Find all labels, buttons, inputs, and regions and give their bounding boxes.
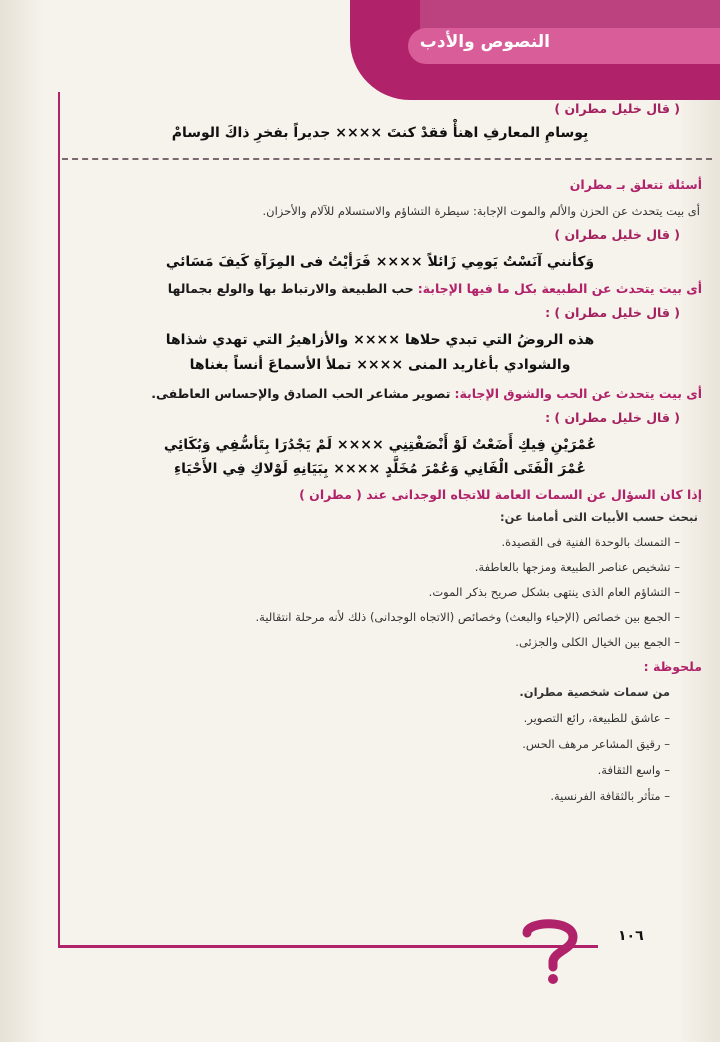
q2-line	[62, 280, 702, 298]
section-heading: أسئلة تتعلق بـ مطران	[569, 177, 702, 192]
feature-item: – تشخيص عناصر الطبيعة ومزجها بالعاطفة.	[474, 560, 680, 574]
feature-item: – التشاؤم العام الذى ينتهى بشكل صريح بذكر الموت.	[428, 585, 680, 599]
feature-item: – التمسك بالوحدة الفنية فى القصيدة.	[501, 535, 680, 549]
q2-question: أى بيت يتحدث عن الطبيعة بكل ما فيها الإجابة:	[417, 281, 702, 296]
q2-verse-1: هذه الروضُ التي تبدي حلاها ×××× والأزاهيرُ التي تهدي شذاها	[165, 332, 595, 348]
note-item: – واسع الثقافة.	[597, 763, 670, 777]
q1-poet-label: ( قال خليل مطران )	[554, 227, 680, 242]
note-item: – متأثر بالثقافة الفرنسية.	[550, 789, 670, 803]
q2-answer: حب الطبيعة والارتباط بها والولع بجمالها	[167, 281, 414, 296]
q3-poet-label: ( قال خليل مطران ) :	[545, 410, 680, 425]
note-heading: ملحوظة :	[643, 659, 702, 674]
note-item: – عاشق للطبيعة، رائع التصوير.	[523, 711, 670, 725]
q1-text: أى بيت يتحدث عن الحزن والألم والموت الإجابة: سيطرة التشاؤم والاستسلام للآلام والأحزان.	[262, 204, 700, 218]
note-item: – رقيق المشاعر مرهف الحس.	[522, 737, 670, 751]
top-poet-label: ( قال خليل مطران )	[554, 101, 680, 116]
feature-item: – الجمع بين الخيال الكلى والجزئى.	[515, 635, 680, 649]
page-number: ١٠٦	[618, 928, 644, 944]
feature-item: – الجمع بين خصائص (الإحياء والبعث) وخصائص (الاتجاه الوجدانى) ذلك لأنه مرحلة انتقالية.	[255, 610, 680, 624]
q1-verse: وَكأنني آنَسْتُ يَومِي زَائلاً ×××× فَرَأيْتُ فى المِرَآةِ كَيفَ مَسَائي	[165, 254, 595, 270]
features-intro: نبحث حسب الأبيات التى أمامنا عن:	[500, 510, 698, 524]
top-verse: بِوسامِ المعارفِ اهنأْ فقدْ كنتَ ×××× جديراً بفخرِ ذاكَ الوسامْ	[171, 125, 589, 141]
q3-verse-1: عُمْرَيْنِ فِيكِ أَضَعْتُ لَوْ أَنْصَفْتِنِي ×××× لَمْ يَجْدُرَا بِتَأسُّفِي وَبُكَائِي	[163, 437, 597, 453]
features-question: إذا كان السؤال عن السمات العامة للاتجاه الوجدانى عند ( مطران )	[299, 487, 702, 502]
content	[60, 0, 710, 1042]
question-mark-icon	[515, 915, 585, 987]
q3-answer: تصوير مشاعر الحب الصادق والإحساس العاطفى.	[151, 386, 451, 401]
q2-poet-label: ( قال خليل مطران ) :	[545, 305, 680, 320]
page-title: النصوص والأدب	[419, 32, 550, 52]
q3-question: أى بيت يتحدث عن الحب والشوق الإجابة:	[454, 386, 702, 401]
q3-line	[62, 385, 702, 403]
q3-verse-2: عُمْرَ الْفَتَى الْفَانِي وَعُمْرَ مُخَلَّدٍ ×××× بِبَيَانِهِ لَوْلاكِ فِي الأَحْيَاءِ	[174, 461, 586, 477]
q2-verse-2: والشوادي بأغاريد المنى ×××× تملأ الأسماعَ أنساً بغناها	[189, 357, 571, 373]
note-intro: من سمات شخصية مطران.	[519, 685, 670, 699]
